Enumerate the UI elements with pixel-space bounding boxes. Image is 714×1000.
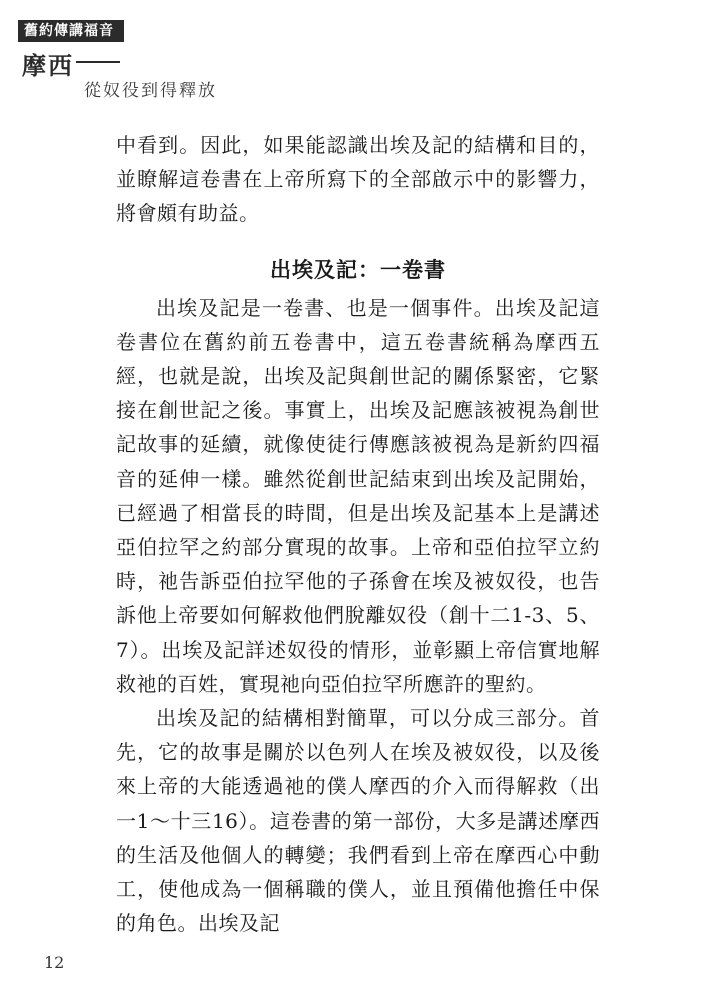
body-text bbox=[116, 128, 600, 940]
title-rule bbox=[76, 61, 120, 63]
series-tag: 舊約傳講福音 bbox=[18, 20, 124, 42]
book-subtitle: 從奴役到得釋放 bbox=[84, 81, 217, 101]
page-number: 12 bbox=[44, 953, 65, 972]
section-heading: 出埃及記：一卷書 bbox=[270, 257, 446, 282]
paragraph-exodus-structure: 出埃及記的結構相對簡單，可以分成三部分。首先，它的故事是關於以色列人在埃及被奴役，以及後來上帝的大能透過祂的僕人摩西的介入而得解救（出一1～十三16）。這卷書的第一部份，大多是講述摩西的生活及他個人的轉變；我們看到上帝在摩西心中動工，使他成為一個稱職的僕人，並且預備他擔任中保的角色。出埃及記 bbox=[116, 706, 600, 936]
paragraph-continuation: 中看到。因此，如果能認識出埃及記的結構和目的，並瞭解這卷書在上帝所寫下的全部啟示中的影響力，將會頗有助益。 bbox=[116, 133, 600, 226]
paragraph-exodus-book: 出埃及記是一卷書、也是一個事件。出埃及記這卷書位在舊約前五卷書中，這五卷書統稱為摩西五經，也就是說，出埃及記與創世記的關係緊密，它緊接在創世記之後。事實上，出埃及記應該被視為創世記故事的延續，就像使徒行傳應該被視為是新約四福音的延伸一樣。雖然從創世記結束到出埃及記開始，已經過了相當長的時間，但是出埃及記基本上是講述亞伯拉罕之約部分實現的故事。上帝和亞伯拉罕立約時，祂告訴亞伯拉罕他的子孫會在埃及被奴役，也告訴他上帝要如何解救他們脫離奴役（創十二1-3、5、7）。出埃及記詳述奴役的情形，並彰顯上帝信實地解救祂的百姓，實現祂向亞伯拉罕所應許的聖約。 bbox=[116, 295, 600, 696]
book-title: 摩西 bbox=[22, 51, 74, 80]
